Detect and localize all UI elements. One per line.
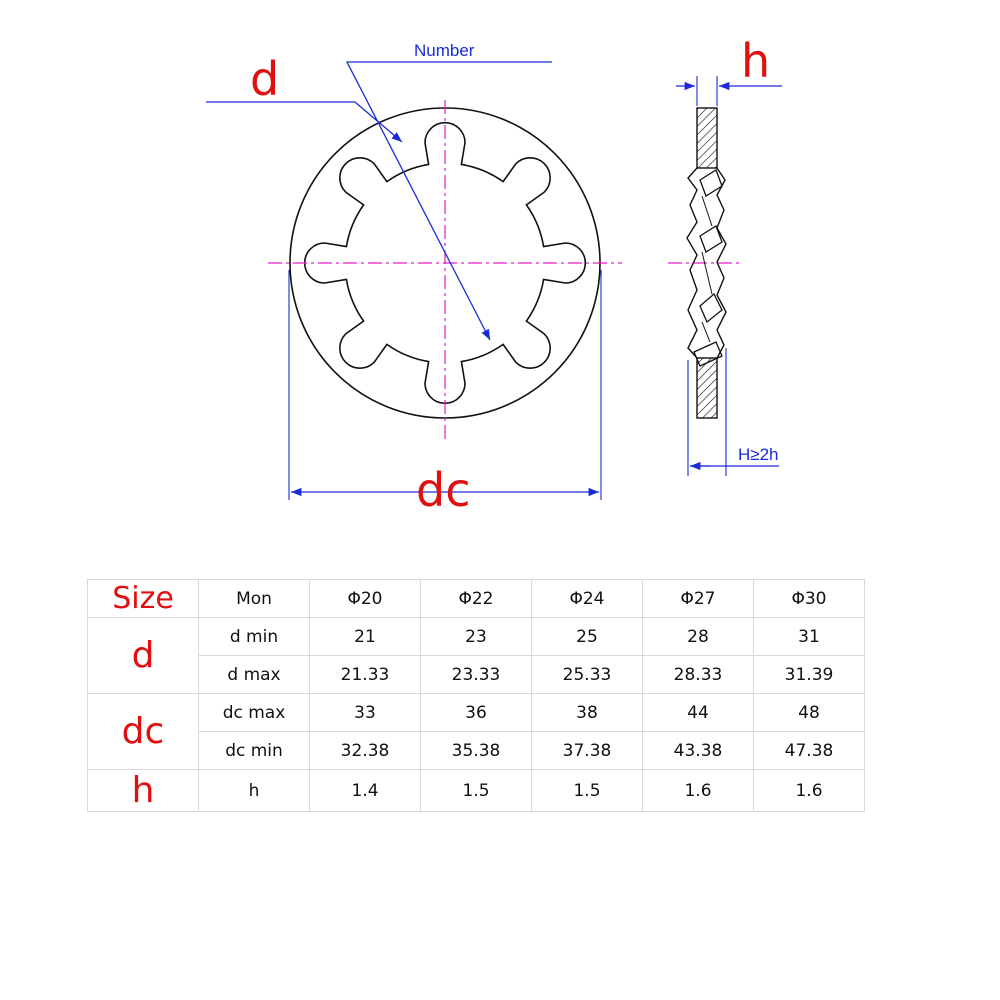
table-cell: 44	[643, 694, 754, 732]
dc-big-label: dc	[416, 463, 471, 517]
size-header: Φ27	[643, 580, 754, 618]
table-cell: 21.33	[310, 656, 421, 694]
size-header: Φ30	[754, 580, 865, 618]
table-cell: 31	[754, 618, 865, 656]
table-cell: 35.38	[421, 732, 532, 770]
size-header: Φ22	[421, 580, 532, 618]
table-row	[88, 656, 865, 694]
specifications-table	[87, 579, 865, 812]
table-cell: 25.33	[532, 656, 643, 694]
table-cell: 28.33	[643, 656, 754, 694]
number-label: Number	[414, 41, 475, 60]
d-leader-line	[206, 102, 402, 142]
table-cell: 32.38	[310, 732, 421, 770]
size-header: Φ24	[532, 580, 643, 618]
table-cell: 1.6	[643, 770, 754, 812]
h-group-label: h	[88, 770, 199, 812]
table-cell: 28	[643, 618, 754, 656]
table-cell: 43.38	[643, 732, 754, 770]
table-cell: 1.6	[754, 770, 865, 812]
table-cell: 48	[754, 694, 865, 732]
H-label: H≥2h	[738, 445, 779, 464]
size-group-label: Size	[88, 580, 199, 618]
table-row	[88, 618, 865, 656]
d-big-label: d	[250, 52, 280, 106]
table-cell: 36	[421, 694, 532, 732]
table-cell: 47.38	[754, 732, 865, 770]
table-row	[88, 770, 865, 812]
row-param: d max	[199, 656, 310, 694]
table-cell: 37.38	[532, 732, 643, 770]
d-group-label: d	[88, 618, 199, 694]
row-param: dc min	[199, 732, 310, 770]
table-cell: 1.5	[532, 770, 643, 812]
table-row	[88, 732, 865, 770]
size-header: Φ20	[310, 580, 421, 618]
row-param: dc max	[199, 694, 310, 732]
row-param: h	[199, 770, 310, 812]
table-cell: 38	[532, 694, 643, 732]
table-header-row	[88, 580, 865, 618]
table-cell: 1.4	[310, 770, 421, 812]
row-param: d min	[199, 618, 310, 656]
table-row	[88, 694, 865, 732]
table-cell: 31.39	[754, 656, 865, 694]
h-big-label: h	[741, 34, 771, 88]
table-cell: 25	[532, 618, 643, 656]
number-leader-line	[347, 62, 552, 340]
table-cell: 21	[310, 618, 421, 656]
table-cell: 23	[421, 618, 532, 656]
dc-group-label: dc	[88, 694, 199, 770]
table-cell: 33	[310, 694, 421, 732]
table-cell: 1.5	[421, 770, 532, 812]
table-cell: 23.33	[421, 656, 532, 694]
param-header: Mon	[199, 580, 310, 618]
